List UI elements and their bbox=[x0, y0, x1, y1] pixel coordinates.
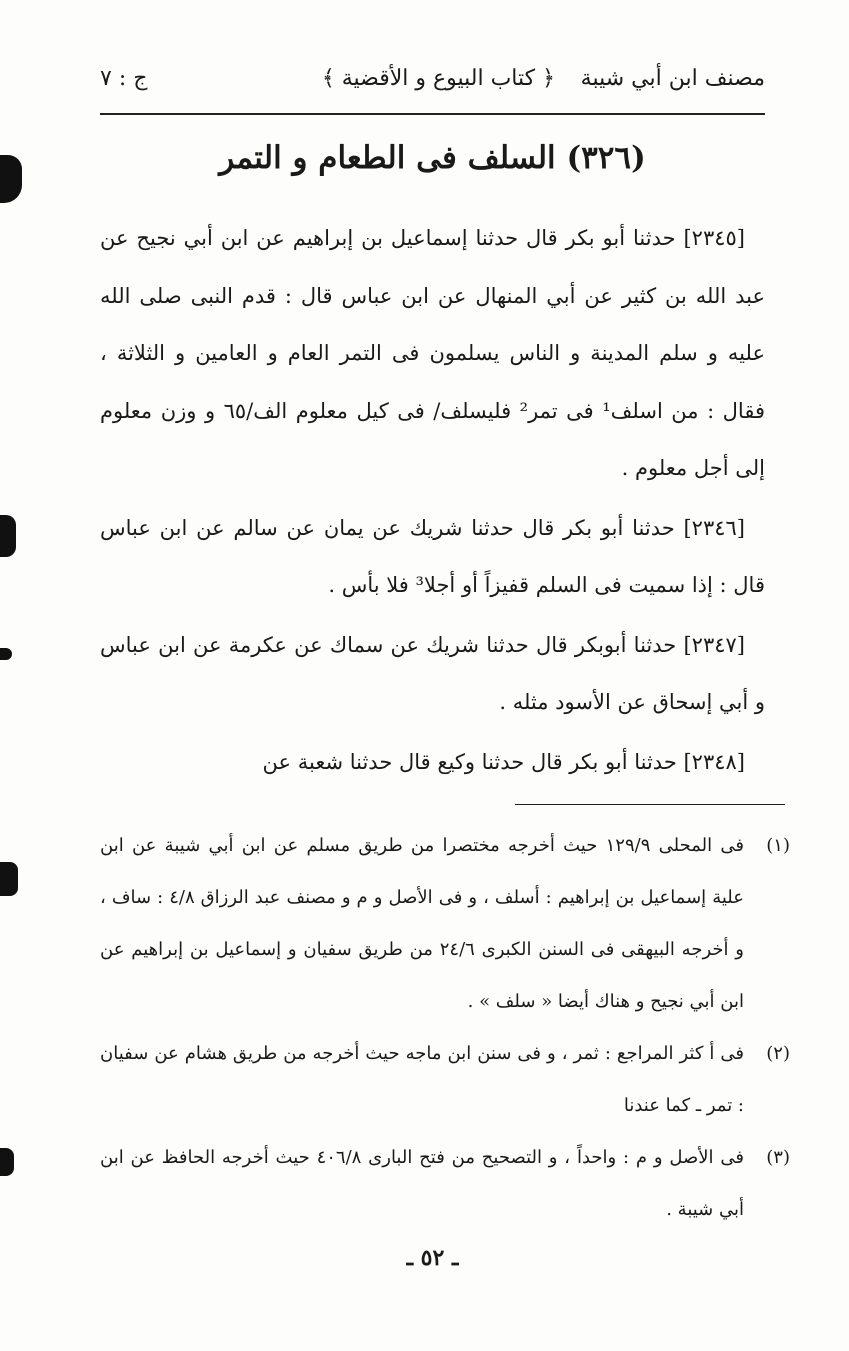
footnote bbox=[100, 1132, 790, 1236]
footnotes bbox=[100, 820, 790, 1236]
footnote-number: (٣) bbox=[766, 1147, 790, 1168]
footnote-text: فى أ كثر المراجع : ثمر ، و فى سنن ابن ماجه حيث أخرجه من طريق هشام عن سفيان : تمر ـ كما عندنا bbox=[100, 1043, 744, 1116]
footnote-number: (٢) bbox=[766, 1043, 790, 1064]
running-header bbox=[100, 66, 765, 106]
footnote-text: فى الأصل و م : واحداً ، و التصحيح من فتح البارى ٤٠٦/٨ حيث أخرجه الحافظ عن ابن أبي شيبة . bbox=[100, 1147, 744, 1220]
footnote bbox=[100, 820, 790, 1028]
footnote-text: فى المحلى ١٢٩/٩ حيث أخرجه مختصرا من طريق مسلم عن ابن أبي شيبة عن ابن علية إسماعيل بن إبراهيم : أسلف ، و فى الأصل و م و مصنف عبد الرزاق ٤/٨ : ساف ، و أخرجه البيهقى فى السنن الكبرى ٢٤/٦ من طريق سفيان و إسماعيل بن إبراهيم عن ابن أبي نجيح و هناك أيضا « سلف » . bbox=[100, 835, 744, 1012]
header-divider bbox=[100, 113, 765, 115]
hadith-paragraph: [٢٣٤٧] حدثنا أبوبكر قال حدثنا شريك عن سماك عن عكرمة عن ابن عباس و أبي إسحاق عن الأسود مثله . bbox=[100, 632, 765, 714]
footnote bbox=[100, 1028, 790, 1132]
main-text bbox=[100, 210, 765, 793]
chapter-title: (٣٢٦) السلف فى الطعام و التمر bbox=[219, 140, 646, 176]
book-title: مصنف ابن أبي شيبة bbox=[580, 66, 765, 91]
scan-artifact-mark bbox=[0, 1148, 14, 1176]
scan-artifact-mark bbox=[0, 862, 18, 896]
hadith-paragraph: [٢٣٤٥] حدثنا أبو بكر قال حدثنا إسماعيل بن إبراهيم عن ابن أبي نجيح عن عبد الله بن كثير عن أبي المنهال عن ابن عباس قال : قدم النبى صلى الله عليه و سلم المدينة و الناس يسلمون فى التمر العام و العامين و الثلاثة ، فقال : من اسلف¹ فى تمر² فليسلف/ فى كيل معلوم الف/٦٥ و وزن معلوم إلى أجل معلوم . bbox=[100, 226, 765, 480]
volume-label: ج : ٧ bbox=[100, 66, 148, 91]
scan-artifact-mark bbox=[0, 155, 22, 203]
section-title: ﴿ كتاب البيوع و الأقضية ﴾ bbox=[321, 66, 555, 91]
hadith-paragraph: [٢٣٤٦] حدثنا أبو بكر قال حدثنا شريك عن يمان عن سالم عن ابن عباس قال : إذا سميت فى السلم قفيزاً أو أجلا³ فلا بأس . bbox=[100, 515, 765, 597]
hadith-paragraph: [٢٣٤٨] حدثنا أبو بكر قال حدثنا وكيع قال حدثنا شعبة عن bbox=[262, 749, 745, 774]
footnote-number: (١) bbox=[766, 835, 790, 856]
footnote-divider bbox=[515, 804, 785, 805]
scan-artifact-mark bbox=[0, 515, 16, 557]
scan-artifact-mark bbox=[0, 648, 12, 660]
page-number: ـ ٥٢ ـ bbox=[406, 1245, 459, 1271]
